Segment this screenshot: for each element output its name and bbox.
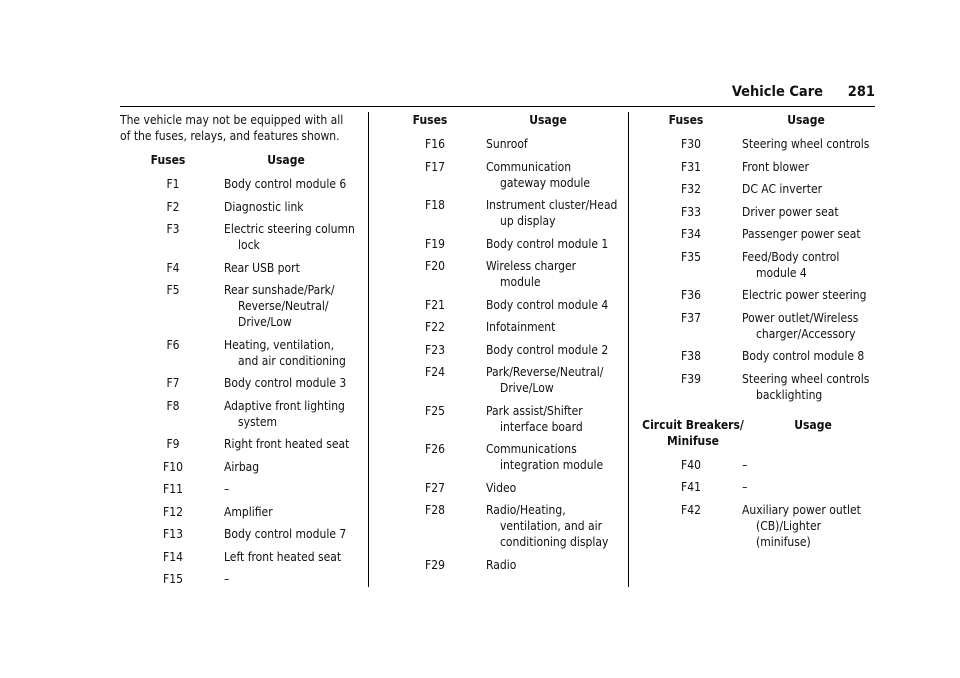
fuse-usage: Rear sunshade/Park/ Reverse/Neutral/ Drive/Low [224, 283, 335, 329]
table-row [120, 459, 356, 475]
fuse-usage: Communication gateway module [486, 159, 591, 190]
fuse-id: F12 [163, 504, 183, 519]
fuse-id: F16 [425, 137, 445, 151]
table-row [638, 226, 878, 242]
table-row [382, 342, 618, 358]
usage-header: Usage [794, 417, 832, 432]
fuse-id: F2 [166, 199, 180, 214]
fuse-id: F11 [163, 482, 183, 496]
table-row [382, 319, 618, 335]
fuse-usage: Airbag [224, 459, 260, 474]
usage-header: Usage [529, 113, 567, 127]
fuse-id: F25 [425, 403, 445, 418]
fuse-id: F34 [681, 227, 701, 241]
table-row [638, 287, 878, 303]
fuse-id: F3 [166, 222, 180, 236]
fuse-id: F17 [425, 159, 445, 174]
fuse-id: F14 [163, 549, 183, 564]
table-header [638, 112, 878, 128]
fuse-usage: Radio/Heating, ventilation, and air conditioning display [486, 503, 609, 549]
column-3 [638, 112, 878, 556]
fuse-id: F27 [425, 480, 445, 495]
fuse-usage: Radio [486, 557, 517, 572]
fuse-id: F4 [166, 260, 180, 275]
fuse-id: F39 [681, 371, 701, 386]
table-header [120, 152, 356, 168]
table-row [382, 403, 618, 435]
table-row [120, 504, 356, 520]
fuse-usage: Electric steering column lock [224, 222, 355, 252]
fuse-id: F23 [425, 342, 445, 357]
table-row [638, 249, 878, 281]
fuse-id: F8 [166, 398, 180, 413]
fuse-usage: Body control module 7 [224, 527, 347, 541]
fuse-usage: Heating, ventilation, and air conditioning [224, 337, 346, 368]
table-header [382, 112, 618, 128]
fuse-usage: – [224, 482, 230, 496]
table-row [382, 297, 618, 313]
fuse-id: F5 [166, 283, 180, 297]
column-2 [382, 112, 618, 579]
fuse-id: F10 [163, 459, 183, 474]
table-row [382, 159, 618, 191]
table-row [382, 364, 618, 396]
usage-header: Usage [267, 153, 305, 167]
table-row [120, 199, 356, 215]
fuse-usage: Right front heated seat [224, 437, 350, 451]
fuse-usage: – [224, 572, 230, 586]
table-row [120, 549, 356, 565]
table-row [638, 310, 878, 342]
fuse-usage: Body control module 4 [486, 297, 609, 312]
intro-text: The vehicle may not be equipped with all of the fuses, relays, and features shown. [120, 113, 344, 143]
fuse-id: F1 [166, 177, 180, 191]
fuse-id: F21 [425, 297, 445, 312]
fuse-id: F41 [681, 480, 701, 494]
fuse-id: F26 [425, 442, 445, 456]
table-row [120, 337, 356, 369]
table-row [638, 348, 878, 364]
table-row [638, 204, 878, 220]
usage-header: Usage [787, 113, 825, 127]
table-row [382, 136, 618, 152]
fuses-header: Fuses [150, 153, 186, 167]
fuse-id: F24 [425, 365, 445, 379]
table-row [638, 136, 878, 152]
fuse-id: F13 [163, 527, 183, 541]
fuse-usage: Instrument cluster/Head up display [486, 198, 618, 228]
fuse-usage: Feed/Body control module 4 [742, 249, 840, 280]
table-row [382, 502, 618, 550]
table-row [120, 375, 356, 391]
table-row [638, 159, 878, 175]
fuse-id: F18 [425, 198, 445, 212]
table-row [382, 197, 618, 229]
fuse-usage: Electric power steering [742, 288, 867, 302]
table-row [638, 181, 878, 197]
table-row [382, 441, 618, 473]
fuse-id: F29 [425, 557, 445, 572]
fuse-list [638, 136, 878, 403]
table-row [120, 282, 356, 330]
fuse-usage: Rear USB port [224, 260, 300, 275]
table-row [120, 221, 356, 253]
fuse-list [120, 176, 356, 587]
fuse-usage: Passenger power seat [742, 227, 861, 241]
fuse-id: F28 [425, 503, 445, 517]
fuse-id: F42 [681, 502, 701, 517]
table-row [382, 258, 618, 290]
table-row [382, 236, 618, 252]
fuse-usage: Auxiliary power outlet (CB)/Lighter (minifuse) [742, 502, 861, 549]
table-row [120, 481, 356, 497]
column-1 [120, 112, 356, 594]
page-header [120, 84, 875, 104]
fuse-usage: Amplifier [224, 504, 273, 519]
table-row [382, 480, 618, 496]
section-title: Vehicle Care [731, 84, 823, 100]
fuse-usage: Diagnostic link [224, 199, 304, 214]
fuse-list [382, 136, 618, 573]
fuse-usage: Adaptive front lighting system [224, 398, 345, 429]
fuse-usage: Steering wheel controls backlighting [742, 371, 870, 402]
fuse-usage: Sunroof [486, 137, 528, 151]
fuses-header: Fuses [668, 113, 704, 127]
fuse-usage: – [742, 480, 748, 494]
fuse-usage: Body control module 2 [486, 342, 609, 357]
fuse-usage: Body control module 3 [224, 376, 347, 390]
minifuse-list [638, 457, 878, 550]
fuse-id: F36 [681, 288, 701, 302]
column-divider-2 [628, 112, 629, 587]
circuit-breakers-header: Circuit Breakers/ Minifuse [642, 417, 744, 448]
fuse-usage: Body control module 6 [224, 177, 347, 191]
column-divider-1 [368, 112, 369, 587]
table-row [120, 526, 356, 542]
fuse-id: F40 [681, 457, 701, 472]
fuse-id: F15 [163, 572, 183, 586]
fuse-id: F6 [166, 337, 180, 352]
table-row [120, 398, 356, 430]
table-row [638, 479, 878, 495]
fuse-usage: Driver power seat [742, 204, 839, 219]
fuse-id: F20 [425, 259, 445, 273]
table-row [382, 557, 618, 573]
fuse-id: F19 [425, 236, 445, 251]
fuse-usage: Infotainment [486, 320, 556, 334]
fuse-usage: DC AC inverter [742, 182, 823, 196]
fuse-usage: Front blower [742, 159, 809, 174]
fuse-id: F33 [681, 204, 701, 219]
fuse-usage: Steering wheel controls [742, 137, 870, 151]
fuse-id: F38 [681, 349, 701, 363]
table-row [120, 571, 356, 587]
fuses-header: Fuses [412, 113, 448, 127]
fuse-usage: Wireless charger module [486, 259, 577, 289]
table-row [120, 176, 356, 192]
fuse-id: F9 [166, 437, 180, 451]
table-row [120, 260, 356, 276]
table-row [638, 457, 878, 473]
fuse-id: F35 [681, 249, 701, 264]
fuse-usage: Body control module 8 [742, 349, 865, 363]
table-row [638, 371, 878, 403]
fuse-usage: Video [486, 480, 517, 495]
header-rule [120, 106, 875, 107]
table-row [120, 436, 356, 452]
fuse-usage: Body control module 1 [486, 236, 609, 251]
fuse-id: F30 [681, 137, 701, 151]
fuse-usage: Park/Reverse/Neutral/ Drive/Low [486, 365, 604, 395]
fuse-id: F37 [681, 310, 701, 325]
table-row [638, 502, 878, 550]
fuse-usage: Communications integration module [486, 442, 604, 472]
circuit-breaker-header [638, 417, 878, 449]
page-number: 281 [847, 84, 875, 100]
fuse-id: F22 [425, 320, 445, 334]
fuse-usage: Park assist/Shifter interface board [486, 403, 583, 434]
fuse-usage: Power outlet/Wireless charger/Accessory [742, 310, 859, 341]
fuse-usage: – [742, 457, 748, 472]
fuse-id: F7 [166, 376, 180, 390]
fuse-id: F32 [681, 182, 701, 196]
fuse-usage: Left front heated seat [224, 549, 342, 564]
fuse-id: F31 [681, 159, 701, 174]
